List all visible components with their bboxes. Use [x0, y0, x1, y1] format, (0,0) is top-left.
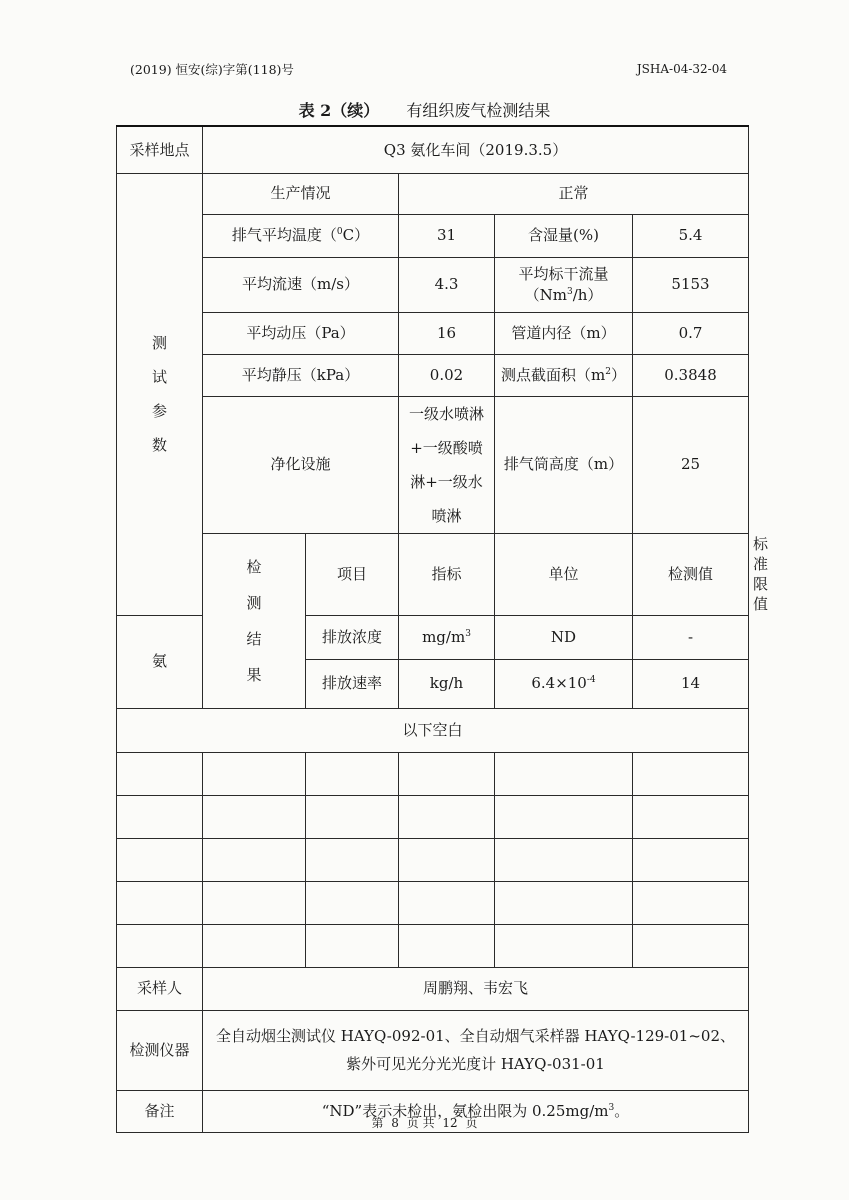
param-label-moisture: 含湿量(%): [495, 214, 633, 257]
param-row: [117, 257, 749, 312]
value-emission-rate: $6.4\times 10^{-4}$: [495, 659, 633, 708]
param-value-dynamic-pressure: 16: [399, 312, 495, 354]
limit-concentration: -: [633, 615, 749, 659]
results-header-item: 项目: [306, 533, 399, 615]
sampler-label: 采样人: [117, 967, 203, 1010]
param-label-static-pressure: 平均静压（kPa）: [203, 354, 399, 396]
sampling-site-row: [117, 126, 749, 173]
param-label-duct-diameter: 管道内径（m）: [495, 312, 633, 354]
document-code: JSHA-04-32-04: [636, 62, 727, 76]
test-params-section-label: 测 试 参 数: [117, 173, 203, 615]
empty-row: [117, 838, 749, 881]
param-label-section-area: 测点截面积$(m^2)$: [495, 354, 633, 396]
table-title: [0, 98, 849, 121]
results-header-unit: 单位: [495, 533, 633, 615]
results-header-row: 检 测 结 果 项目 指标 单位 检测值 标准限值: [117, 533, 749, 615]
pollutant-name: 氨: [117, 615, 203, 708]
remarks-label: 备注: [117, 1090, 203, 1132]
param-value-static-pressure: 0.02: [399, 354, 495, 396]
sampler-value: 周鹏翔、韦宏飞: [203, 967, 749, 1010]
param-label-dynamic-pressure: 平均动压（Pa）: [203, 312, 399, 354]
table-title-text: 有组织废气检测结果: [406, 101, 551, 120]
purification-value: 一级水喷淋+一级酸喷淋+一级水喷淋: [399, 396, 495, 533]
param-value-moisture: 5.4: [633, 214, 749, 257]
production-label: 生产情况: [203, 173, 399, 214]
param-value-section-area: 0.3848: [633, 354, 749, 396]
stack-height-value: 25: [633, 396, 749, 533]
purification-row: [117, 396, 749, 533]
blank-note: 以下空白: [117, 708, 749, 752]
instruments-line-2: 紫外可见光分光光度计 HAYQ-031-01: [346, 1055, 605, 1073]
param-value-exhaust-temp: 31: [399, 214, 495, 257]
param-row: [117, 312, 749, 354]
production-row: [117, 173, 749, 214]
unit-concentration: $mg/m^3$: [399, 615, 495, 659]
instruments-row: [117, 1010, 749, 1090]
param-value-std-dry-flow: 5153: [633, 257, 749, 312]
page-number: 8: [391, 1116, 399, 1130]
value-concentration: ND: [495, 615, 633, 659]
results-section-label: 检 测 结 果: [203, 533, 306, 708]
param-label-std-dry-flow: 平均标干流量（Nm$^3$/h）: [495, 257, 633, 312]
param-row: [117, 354, 749, 396]
param-row: [117, 214, 749, 257]
instruments-line-1: 全自动烟尘测试仪 HAYQ-092-01、全自动烟气采样器 HAYQ-129-01~02、: [215, 1026, 735, 1045]
results-header-indicator: 指标: [399, 533, 495, 615]
empty-row: [117, 752, 749, 795]
results-header-value: 检测值: [633, 533, 749, 615]
page-total: 12: [442, 1116, 458, 1130]
empty-row: [117, 795, 749, 838]
purification-label: 净化设施: [203, 396, 399, 533]
empty-row: [117, 924, 749, 967]
instruments-label: 检测仪器: [117, 1010, 203, 1090]
unit-emission-rate: kg/h: [399, 659, 495, 708]
param-label-exhaust-temp: 排气平均温度（$^0$C）: [203, 214, 399, 257]
param-value-flow-velocity: 4.3: [399, 257, 495, 312]
sampling-site-value: Q3 氨化车间（2019.3.5）: [203, 126, 749, 173]
indicator-concentration: 排放浓度: [306, 615, 399, 659]
limit-emission-rate: 14: [633, 659, 749, 708]
param-value-duct-diameter: 0.7: [633, 312, 749, 354]
blank-note-row: [117, 708, 749, 752]
page-footer: 第 8 页 共 12 页: [371, 1116, 478, 1130]
sampler-row: [117, 967, 749, 1010]
instruments-value: [203, 1010, 749, 1090]
empty-row: [117, 881, 749, 924]
table-title-prefix: 表 2（续）: [298, 101, 380, 120]
param-label-flow-velocity: 平均流速（m/s）: [203, 257, 399, 312]
sampling-site-label: 采样地点: [117, 126, 203, 173]
exhaust-gas-results-table: [116, 125, 769, 1133]
production-value: 正常: [399, 173, 749, 214]
remarks-value: “ND”表示未检出，氨检出限为 $0.25mg/m^3$。: [203, 1090, 749, 1132]
stack-height-label: 排气筒高度（m）: [495, 396, 633, 533]
indicator-emission-rate: 排放速率: [306, 659, 399, 708]
report-number: (2019) 恒安(综)字第(118)号: [130, 62, 294, 77]
